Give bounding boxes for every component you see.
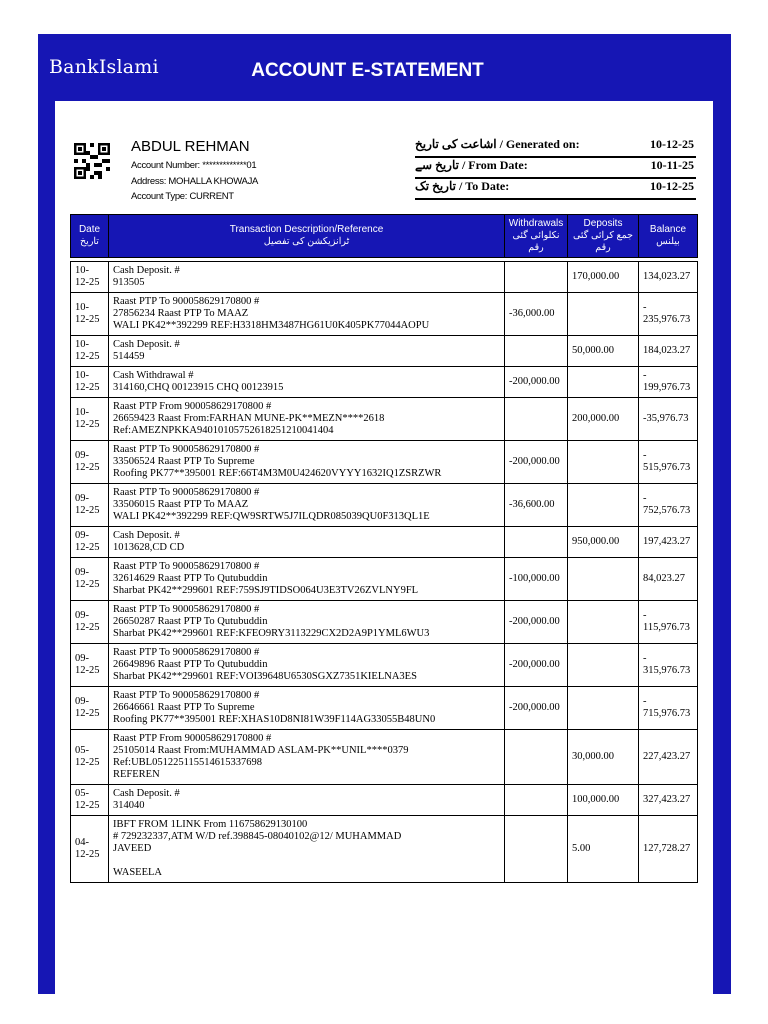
transaction-balance: - 315,976.73	[639, 644, 698, 687]
transaction-description: Raast PTP To 900058629170800 # 32614629 Raast PTP To Qutubuddin Sharbat PK42**299601 REF:759SJ9TIDSO064U3E3TV26ZVLNY9FL	[109, 558, 505, 601]
transaction-balance: 227,423.27	[639, 730, 698, 785]
transaction-deposit	[568, 367, 639, 398]
transaction-date: 05- 12-25	[71, 730, 109, 785]
table-row	[71, 484, 698, 527]
transaction-deposit	[568, 484, 639, 527]
transaction-balance: -35,976.73	[639, 398, 698, 441]
column-header-description: Transaction Description/Reference ٹرانزیکشن کی تفصیل	[109, 215, 505, 258]
transaction-description: Cash Deposit. # 514459	[109, 336, 505, 367]
transaction-withdrawal: -200,000.00	[505, 601, 568, 644]
transaction-date: 09- 12-25	[71, 687, 109, 730]
transaction-description: Raast PTP To 900058629170800 # 33506524 Raast PTP To Supreme Roofing PK77**395001 REF:66T4M3M0U424620VYYY1632IQ1ZSRZWR	[109, 441, 505, 484]
table-row	[71, 816, 698, 883]
generated-on-value: 10-12-25	[650, 137, 694, 151]
transaction-deposit: 170,000.00	[568, 262, 639, 293]
transaction-balance: 134,023.27	[639, 262, 698, 293]
transaction-deposit: 30,000.00	[568, 730, 639, 785]
from-date-value: 10-11-25	[650, 158, 694, 172]
transaction-description: Cash Deposit. # 314040	[109, 785, 505, 816]
table-row	[71, 730, 698, 785]
transaction-withdrawal	[505, 398, 568, 441]
table-row	[71, 262, 698, 293]
column-header-withdrawals: Withdrawals نکلوائی گئی رقم	[505, 215, 568, 258]
transaction-date: 10- 12-25	[71, 336, 109, 367]
transaction-withdrawal	[505, 336, 568, 367]
transaction-description: Raast PTP To 900058629170800 # 33506015 Raast PTP To MAAZ WALI PK42**392299 REF:QW9SRTW5J7ILQDR085039QU0F313QL1E	[109, 484, 505, 527]
to-date-row	[415, 177, 696, 200]
account-holder-name: ABDUL REHMAN	[131, 138, 250, 155]
transactions-body	[71, 258, 698, 883]
transaction-date: 10- 12-25	[71, 293, 109, 336]
transaction-deposit	[568, 687, 639, 730]
transaction-deposit: 200,000.00	[568, 398, 639, 441]
transaction-deposit	[568, 601, 639, 644]
transaction-balance: 84,023.27	[639, 558, 698, 601]
transaction-balance: - 115,976.73	[639, 601, 698, 644]
transaction-deposit	[568, 558, 639, 601]
transaction-deposit: 100,000.00	[568, 785, 639, 816]
transaction-date: 09- 12-25	[71, 527, 109, 558]
bank-logo: BankIslami	[49, 56, 159, 78]
transaction-date: 09- 12-25	[71, 644, 109, 687]
transaction-deposit: 950,000.00	[568, 527, 639, 558]
transaction-balance: 327,423.27	[639, 785, 698, 816]
table-row	[71, 527, 698, 558]
transaction-deposit	[568, 441, 639, 484]
table-row	[71, 687, 698, 730]
transaction-withdrawal: -200,000.00	[505, 367, 568, 398]
table-row	[71, 293, 698, 336]
transaction-date: 09- 12-25	[71, 601, 109, 644]
transaction-balance: - 715,976.73	[639, 687, 698, 730]
transaction-description: Raast PTP From 900058629170800 # 26659423 Raast From:FARHAN MUNE-PK**MEZN****2618 Ref:AMEZNPKKA94010105752618251210041404	[109, 398, 505, 441]
transaction-date: 09- 12-25	[71, 441, 109, 484]
generated-on-row	[415, 135, 696, 158]
transaction-deposit: 50,000.00	[568, 336, 639, 367]
transaction-withdrawal: -200,000.00	[505, 644, 568, 687]
table-header-row	[71, 215, 698, 258]
transaction-withdrawal	[505, 730, 568, 785]
transaction-deposit	[568, 644, 639, 687]
column-header-deposits: Deposits جمع کرائی گئی رقم	[568, 215, 639, 258]
to-date-label: تاریخ تک / To Date:	[415, 179, 510, 193]
transaction-withdrawal	[505, 785, 568, 816]
column-header-balance: Balance بیلنس	[639, 215, 698, 258]
transaction-withdrawal: -36,000.00	[505, 293, 568, 336]
transaction-withdrawal	[505, 262, 568, 293]
transaction-date: 10- 12-25	[71, 398, 109, 441]
transactions-table	[70, 214, 698, 883]
table-row	[71, 601, 698, 644]
transaction-description: Raast PTP To 900058629170800 # 26649896 Raast PTP To Qutubuddin Sharbat PK42**299601 REF:VOI39648U6530SGXZ7351KIELNA3ES	[109, 644, 505, 687]
table-row	[71, 367, 698, 398]
transaction-balance: 197,423.27	[639, 527, 698, 558]
transaction-withdrawal: -36,600.00	[505, 484, 568, 527]
transaction-withdrawal	[505, 816, 568, 883]
transaction-withdrawal: -200,000.00	[505, 687, 568, 730]
table-row	[71, 558, 698, 601]
table-row	[71, 644, 698, 687]
transaction-description: Cash Deposit. # 913505	[109, 262, 505, 293]
transaction-balance: - 199,976.73	[639, 367, 698, 398]
qr-code-icon	[74, 143, 110, 179]
from-date-row	[415, 156, 696, 179]
transaction-balance: 127,728.27	[639, 816, 698, 883]
transaction-deposit	[568, 293, 639, 336]
transaction-date: 09- 12-25	[71, 558, 109, 601]
transaction-balance: - 752,576.73	[639, 484, 698, 527]
transaction-date: 09- 12-25	[71, 484, 109, 527]
from-date-label: تاریخ سے / From Date:	[415, 158, 528, 172]
transaction-date: 10- 12-25	[71, 262, 109, 293]
to-date-value: 10-12-25	[650, 179, 694, 193]
transaction-date: 04- 12-25	[71, 816, 109, 883]
transaction-balance: 184,023.27	[639, 336, 698, 367]
table-row	[71, 336, 698, 367]
transaction-withdrawal: -100,000.00	[505, 558, 568, 601]
transaction-description: Raast PTP From 900058629170800 # 25105014 Raast From:MUHAMMAD ASLAM-PK**UNIL****0379 Ref:UBL051225115514615337698 REFEREN	[109, 730, 505, 785]
transaction-description: Raast PTP To 900058629170800 # 26650287 Raast PTP To Qutubuddin Sharbat PK42**299601 REF:KFEO9RY3113229CX2D2A9P1YML6WU3	[109, 601, 505, 644]
column-header-date: Date تاریخ	[71, 215, 109, 258]
statement-title: ACCOUNT E-STATEMENT	[251, 60, 484, 81]
account-type: Account Type: CURRENT	[131, 191, 234, 202]
transaction-date: 05- 12-25	[71, 785, 109, 816]
account-address: Address: MOHALLA KHOWAJA	[131, 176, 259, 187]
transaction-description: Raast PTP To 900058629170800 # 26646661 Raast PTP To Supreme Roofing PK77**395001 REF:XHAS10D8NI81W39F114AG33055B48UN0	[109, 687, 505, 730]
table-row	[71, 785, 698, 816]
transaction-deposit: 5.00	[568, 816, 639, 883]
table-row	[71, 398, 698, 441]
transaction-balance: - 515,976.73	[639, 441, 698, 484]
transaction-balance: - 235,976.73	[639, 293, 698, 336]
transaction-description: Cash Withdrawal # 314160,CHQ 00123915 CHQ 00123915	[109, 367, 505, 398]
account-number: Account Number: *************01	[131, 160, 257, 171]
generated-on-label: اشاعت کی تاریخ / Generated on:	[415, 137, 580, 151]
transaction-withdrawal: -200,000.00	[505, 441, 568, 484]
transaction-date: 10- 12-25	[71, 367, 109, 398]
transaction-description: Cash Deposit. # 1013628,CD CD	[109, 527, 505, 558]
transaction-description: Raast PTP To 900058629170800 # 27856234 Raast PTP To MAAZ WALI PK42**392299 REF:H3318HM3487HG61U0K405PK77044AOPU	[109, 293, 505, 336]
transaction-withdrawal	[505, 527, 568, 558]
transaction-description: IBFT FROM 1LINK From 116758629130100 # 729232337,ATM W/D ref.398845-08040102@12/ MUHAMMAD JAVEED WASEELA	[109, 816, 505, 883]
table-row	[71, 441, 698, 484]
